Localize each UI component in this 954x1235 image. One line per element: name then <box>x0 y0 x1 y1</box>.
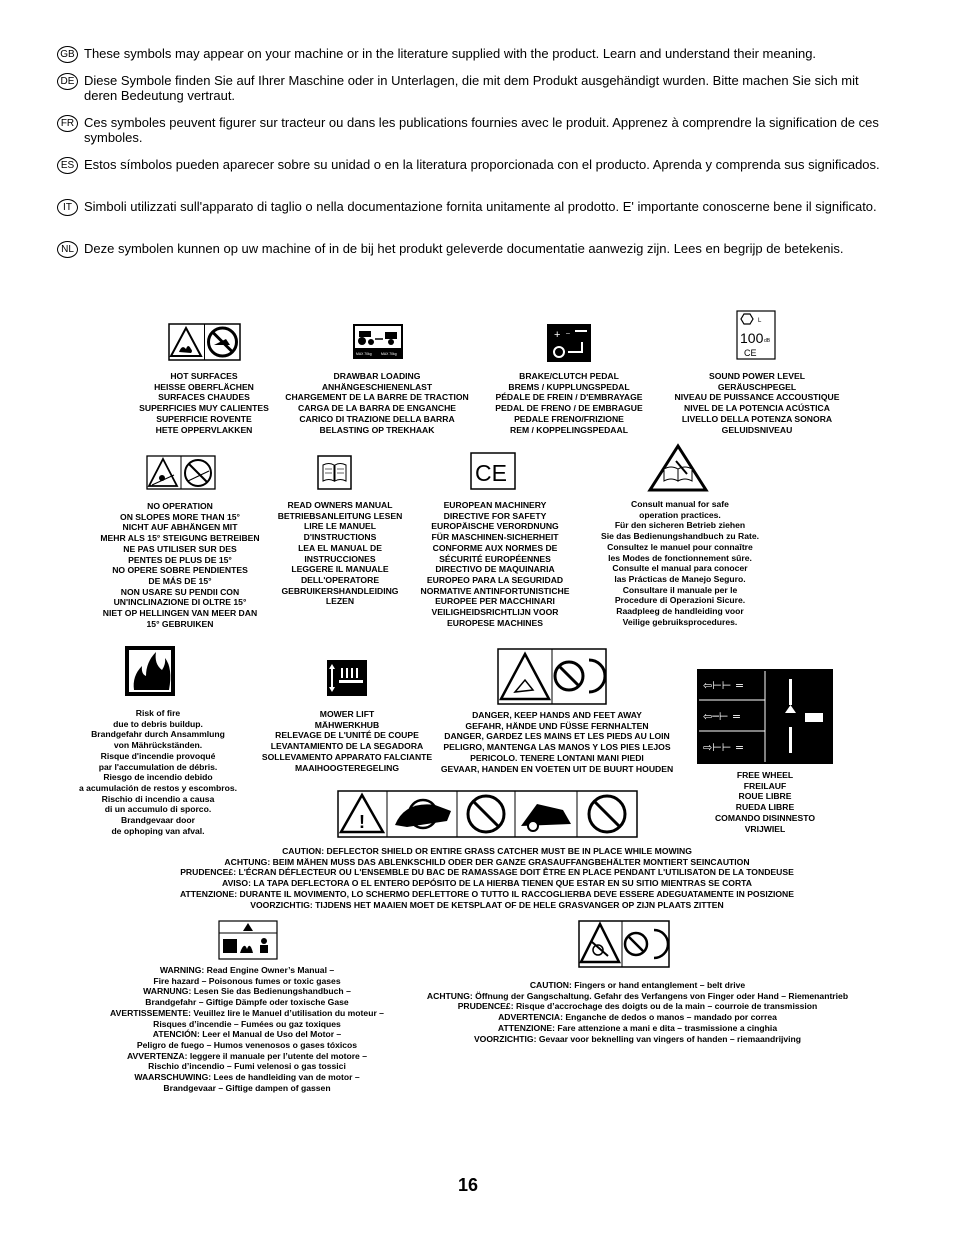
language-badge-es: ES <box>57 157 78 174</box>
belt-drive-icon <box>578 920 670 968</box>
freewheel-text: FREE WHEEL FREILAUF ROUE LIBRE RUEDA LIBRE COMANDO DISINNESTO VRIJWIEL <box>714 770 816 834</box>
sound-level-icon <box>736 310 776 360</box>
consult-text: Consult manual for safe operation practices. Für den sicheren Betrieb ziehen Sie das Bedienungshandbuch zu Rate. Consultez le manuel pour connaître les Modes de fonctionnement sûre. Consulte el manual para conocer las Prácticas de Manejo Seguro. Consultare il manuale per le Procedure di Operazioni Sicure. Raadpleeg de handleiding voor Veilige gebruiksprocedures. <box>600 499 760 627</box>
brake-text: BRAKE/CLUTCH PEDAL BREMS / KUPPLUNGSPEDAL PÉDALE DE FREIN / D'EMBRAYAGE PEDAL DE FRENO / DE EMBRAGUE PEDALE FRENO/FRIZIONE REM / KOPPELINGSPEDAAL <box>495 371 643 435</box>
ce-mark-icon <box>470 452 516 490</box>
hands-text: DANGER, KEEP HANDS AND FEET AWAY GEFAHR, HÄNDE UND FÜSSE FERNHALTEN DANGER, GARDEZ LES MAINS ET LES PIEDS AU LOIN PELIGRO, MANTENGA LAS MANOS Y LOS PIES LEJOS PERICOLO. TENERE LONTANI MANI PIEDI GEVAAR, HANDEN EN VOETEN UIT DE BUURT HOUDEN <box>440 710 674 774</box>
svg-text:+: + <box>554 329 561 341</box>
page-number: 16 <box>458 1175 479 1195</box>
slopes-text: NO OPERATION ON SLOPES MORE THAN 15° NICHT AUF ABHÄNGEN MIT MEHR ALS 15° STEIGUNG BETREIBEN NE PAS UTILISER SUR DES PENTES DE PLUS DE 15° NO OPERE SOBRE PENDIENTES DE MÁS DE 15° NON USARE SU PENDII CON UN'INCLINAZIONE DI OLTRE 15° NIET OP HELLINGEN VAN MEER DAN 15° GEBRUIKEN <box>100 501 260 629</box>
drawbar-text: DRAWBAR LOADING ANHÄNGESCHIENENLAST CHARGEMENT DE LA BARRE DE TRACTION CARGA DE LA BARRA DE ENGANCHE CARICO DI TRAZIONE DELLA BARRA BELASTING OP TREKHAAK <box>285 371 469 435</box>
svg-text:dB: dB <box>764 338 771 344</box>
warning-book-icon <box>647 443 709 493</box>
hands-feet-danger-icon <box>497 648 607 705</box>
svg-text:!: ! <box>359 812 365 832</box>
sound-text: SOUND POWER LEVEL GERÄUSCHPEGEL NIVEAU DE PUISSANCE ACCOUSTIQUE NIVEL DE LA POTENCIA ACÚSTICA LIVELLO DELLA POTENZA SONORA GELUIDSNIVEAU <box>674 371 840 435</box>
freewheel-icon <box>697 669 833 764</box>
sound-value: 100 <box>740 330 764 346</box>
svg-text:CE: CE <box>475 460 507 486</box>
book-icon <box>317 455 352 490</box>
drawbar-label-right: MAX 70kg <box>381 352 397 356</box>
svg-text:⇦⊢⊢ =: ⇦⊢⊢ = <box>703 679 745 692</box>
language-badge-fr: FR <box>57 115 78 132</box>
svg-text:L: L <box>758 318 762 324</box>
intro-text-nl: Deze symbolen kunnen op uw machine of in de bij het produkt geleverde documentatie aanwezig zijn. Lees en begrijp de betekenis. <box>84 241 844 256</box>
slope-icon <box>146 455 216 490</box>
belt-text: CAUTION: Fingers or hand entanglement – belt drive ACHTUNG: Öffnung der Gangschaltung. Gefahr des Verfangens von Finger oder Hand – Riemenantrieb PRUDENCE£: Risque d’accrochage des doigts ou de la main – courroie de transmission ADVERTENCIA: Enganche de dedos o manos – mandado por correa ATTENZIONE: Fare attenzione a mani e dita – trasmissione a cinghia VOORZICHTIG: Gevaar voor beknelling van vingers of handen – riemaandrijving <box>426 980 849 1044</box>
fire-text: Risk of fire due to debris buildup. Brandgefahr durch Ansammlung von Mährückständen. Risque d'incendie provoqué par l'accumulation de débris. Riesgo de incendio debido a acumulación de restos y escombros. Rischio di incendio a causa di un accumulo di sporco. Brandgevaar door de ophoping van afval. <box>78 708 238 836</box>
lift-text: MOWER LIFT MÄHWERKHUB RELEVAGE DE L'UNITÉ DE COUPE LEVANTAMIENTO DE LA SEGADORA SOLLEVAMENTO APPARATO FALCIANTE MAAIHOOGTEREGELING <box>261 709 433 773</box>
engine-manual-icon <box>218 920 278 960</box>
hot-surfaces-text: HOT SURFACES HEISSE OBERFLÄCHEN SURFACES CHAUDES SUPERFICIES MUY CALIENTES SUPERFICIE ROVENTE HETE OPPERVLAKKEN <box>139 371 269 435</box>
intro-text-gb: These symbols may appear on your machine or in the literature supplied with the product. Learn and understand their meaning. <box>84 46 817 61</box>
mower-lift-icon <box>327 660 367 696</box>
language-badge-nl: NL <box>57 241 78 258</box>
manual-text: READ OWNERS MANUAL BETRIEBSANLEITUNG LESEN LIRE LE MANUEL D'INSTRUCTIONS LEA EL MANUAL DE INSTRUCCIONES LEGGERE IL MANUALE DELL'OPERATORE GEBRUIKERSHANDLEIDING LEZEN <box>277 500 403 607</box>
language-badge-gb: GB <box>57 46 78 63</box>
intro-text-es: Estos símbolos pueden aparecer sobre su unidad o en la literatura proporcionada con el producto. Aprenda y comprenda sus significados. <box>84 157 880 172</box>
ce-text: EUROPEAN MACHINERY DIRECTIVE FOR SAFETY EUROPÄISCHE VERORDNUNG FÜR MASCHINEN-SICHERHEIT CONFORME AUX NORMES DE SÉCURITÉ EUROPÉENNES DIRECTIVO DE MAQUINARIA EUROPEO PARA LA SEGURIDAD NORMATIVE ANTINFORTUNISTICHE EUROPEE PER MACCHINARI VEILIGHEIDSRICHTLIJN VOOR EUROPESE MACHINES <box>420 500 570 628</box>
fire-icon <box>125 646 175 696</box>
brake-pedal-icon <box>547 324 591 362</box>
svg-text:–: – <box>566 330 570 337</box>
svg-text:⇦─⊢ =: ⇦─⊢ = <box>703 710 742 723</box>
intro-text-fr: Ces symboles peuvent figurer sur tracteur ou dans les publications fournies avec le produit. Apprenez à comprendre la signification de ces symboles. <box>84 115 879 145</box>
deflector-text: CAUTION: DEFLECTOR SHIELD OR ENTIRE GRASS CATCHER MUST BE IN PLACE WHILE MOWING ACHTUNG: BEIM MÄHEN MUSS DAS ABLENKSCHILD ODER DER GANZE GRASAUFFANGBEHÄLTER MONTIERT SEINCAUTION PRUDENCE£: L'ÉCRAN DÉFLECTEUR OU L'ENSEMBLE DU BAC DE RAMASSAGE DOIT ÊTRE EN PLACE PENDANT L'UTILISATON DE LA TONDEUSE AVISO: LA TAPA DEFLECTORA O EL ENTERO DEPÓSITO DE LA HIERBA TIENEN QUE ESTAR EN SU SITIO MIENTRAS SE CORTA ATTENZIONE: DURANTE IL MOVIMENTO, LO SCHERMO DEFLETTORE O TUTTO IL RACCOGLIERBA DEVE ESSERE ADEGUATAMENTE IN POSIZIONE VOORZICHTIG: TIJDENS HET MAAIEN MOET DE KETSPLAAT OF DE HELE GRASVANGER OP ZIJN PLAATS ZITTEN <box>179 846 794 910</box>
hot-surface-icon <box>168 323 241 361</box>
engine-text: WARNING: Read Engine Owner’s Manual – Fire hazard – Poisonous fumes or toxic gases WARNUNG: Lesen Sie das Bedienungshandbuch – Brandgefahr – Giftige Dämpfe oder toxische Gase AVERTISSEMENTE: Veuillez lire le Manuel d’utilisation du moteur – Risques d’incendie – Fumées ou gaz toxiques ATENCIÓN: Leer el Manual de Uso del Motor – Peligro de fuego – Humos venenosos o gases tóxicos AVVERTENZA: leggere il manuale per l’utente del motore – Rischio d’incendio – Fumi velenosi o gas tossici WAARSCHUWING: Lees de handleiding van de motor – Brandgevaar – Giftige dampen of gassen <box>110 965 384 1093</box>
svg-text:⇨⊢⊢ =: ⇨⊢⊢ = <box>703 741 745 754</box>
language-badge-de: DE <box>57 73 78 90</box>
intro-text-it: Simboli utilizzati sull'apparato di taglio o nella documentazione fornita unitamente al prodotto. E' importante conoscerne bene il significato. <box>84 199 877 214</box>
language-badge-it: IT <box>57 199 78 216</box>
svg-text:CE: CE <box>744 348 757 358</box>
drawbar-icon <box>353 324 403 359</box>
drawbar-label-left: MAX 70kg <box>356 352 372 356</box>
deflector-warning-icon <box>337 790 638 838</box>
intro-text-de: Diese Symbole finden Sie auf Ihrer Maschine oder in Unterlagen, die mit dem Produkt ausgehändigt wurden. Bitte machen Sie sich mit deren Bedeutung vertraut. <box>84 73 859 103</box>
